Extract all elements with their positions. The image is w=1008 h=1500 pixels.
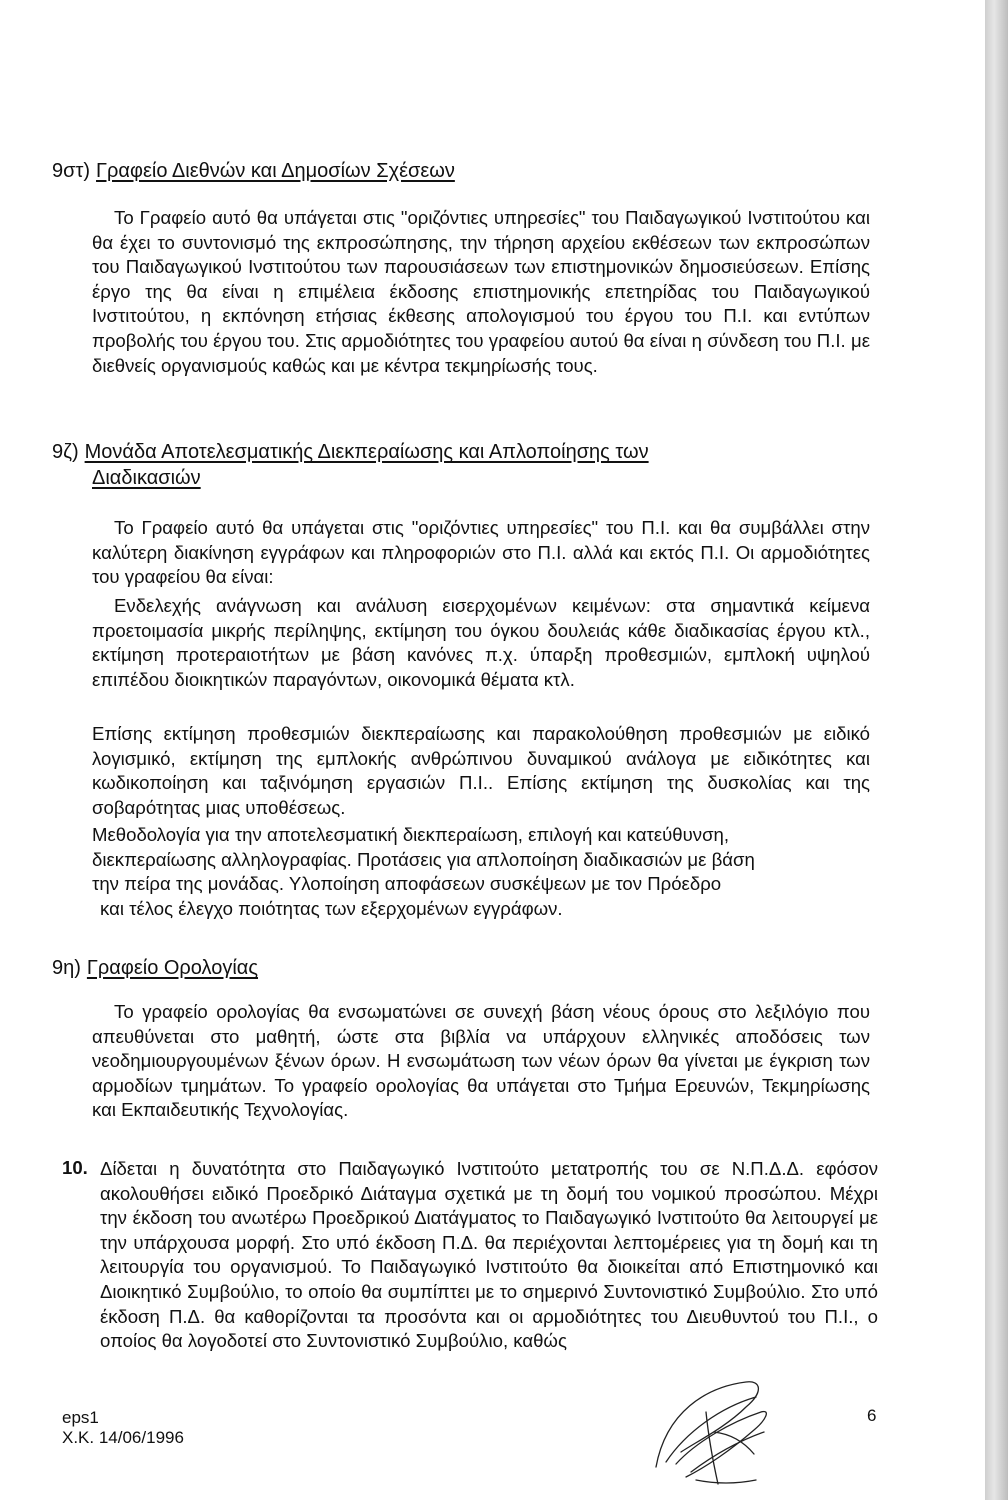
section-paragraph: Το Γραφείο αυτό θα υπάγεται στις "οριζόντιες υπηρεσίες" του Παιδαγωγικού Ινστιτούτου και θα έχει το συντονισμό της εκπροσώπησης, την τήρηση αρχείου εκθέσεων των εκπροσώπων του Παιδαγωγικού Ινστιτούτου των παρουσιάσεων των επιστημονικών δημοσιεύσεων. Επίσης έργο της θα είναι η επιμέλεια έκδοσης επιστημονικής επετηρίδας του Παιδαγωγικού Ινστιτούτου, η εκπόνηση ετήσιας έκθεσης απολογισμού του έργου του Π.Ι. και εντύπων προβολής του έργου του. Στις αρμοδιότητες του γραφείου αυτού θα είναι η σύνδεση του Π.Ι. με διεθνείς οργανισμούς καθώς και με κέντρα τεκμηρίωσής τους. (92, 207, 870, 376)
duty-paragraph (92, 823, 882, 921)
section-heading-9i (52, 956, 258, 980)
duty-paragraph: Ενδελεχής ανάγνωση και ανάλυση εισερχομένων κειμένων: στα σημαντικά κείμενα προετοιμασία μικρής περίληψης, εκτίμηση του όγκου δουλειάς κάθε διαδικασίας έργου κτλ., εκτίμηση προτεραιοτήτων με βάση κανόνες π.χ. ύπαρξη προθεσμιών, εμπλοκή υψηλού επιπέδου διοικητικών παραγόντων, οικονομικά θέματα κτλ. (92, 595, 870, 690)
section-intro: Το Γραφείο αυτό θα υπάγεται στις "οριζόντιες υπηρεσίες" του Π.Ι. και θα συμβάλλει στην καλύτερη διακίνηση εγγράφων και πληροφοριών στο Π.Ι. αλλά και εκτός Π.Ι. Οι αρμοδιότητες του γραφείου θα είναι: (92, 517, 870, 588)
section-title: Γραφείο Διεθνών και Δημοσίων Σχέσεων (96, 160, 455, 182)
section-heading-9st (52, 159, 455, 183)
duty-line: διεκπεραίωσης αλληλογραφίας. Προτάσεις για απλοποίηση διαδικασιών με βάση (92, 848, 755, 870)
duty-line: την πείρα της μονάδας. Υλοποίηση αποφάσεων συσκέψεων με τον Πρόεδρο (92, 873, 722, 895)
duty-paragraph: Επίσης εκτίμηση προθεσμιών διεκπεραίωσης και παρακολούθηση προθεσμιών με ειδικό λογισμικό, εκτίμηση της εμπλοκής ανθρώπινου δυναμικού ανάλογα με ειδικότητες και κωδικοποίηση και ταξινόμηση εργασιών Π.Ι.. Επίσης εκτίμηση της δυσκολίας και της σοβαρότητας μιας υποθέσεως. (92, 723, 870, 818)
section-number: 9στ) (52, 160, 91, 182)
duty-line: Μεθοδολογία για την αποτελεσματική διεκπεραίωση, επιλογή και κατεύθυνση, (92, 824, 730, 845)
section-paragraph: Το γραφείο ορολογίας θα ενσωματώνει σε συνεχή βάση νέους όρους στο λεξιλόγιο που απευθύνεται στο μαθητή, ώστε στα βιβλία να υπάρχουν ελληνικές αποδόσεις των νεοδημιουργουμένων ξένων όρων. Η ενσωμάτωση των νέων όρων θα γίνεται με έγκριση των αρμοδίων τμημάτων. Το γραφείο ορολογίας θα υπάγεται στο Τμήμα Ερευνών, Τεκμηρίωσης και Εκπαιδευτικής Τεχνολογίας. (92, 1001, 870, 1121)
section-title: Γραφείο Ορολογίας (86, 957, 259, 979)
section-number: 9η) (52, 957, 81, 979)
item-number: 10. (62, 1157, 88, 1178)
document-code: eps1 (62, 1408, 99, 1427)
paper-edge (985, 0, 1008, 1500)
section-title: Μονάδα Αποτελεσματικής Διεκπεραίωσης και Απλοποίησης των (84, 441, 649, 463)
footer-info (62, 1408, 184, 1448)
section-title-continued: Διαδικασιών (92, 467, 201, 489)
item-paragraph: Δίδεται η δυνατότητα στο Παιδαγωγικό Ινστιτούτο μετατροπής του σε Ν.Π.Δ.Δ. εφόσον ακολουθήσει ειδικό Προεδρικό Διάταγμα σχετικά με τη δομή του νομικού προσώπου. Μέχρι την έκδοση του ανωτέρω Προεδρικού Διατάγματος το Παιδαγωγικό Ινστιτούτο θα λειτουργεί με την υπάρχουσα μορφή. Στο υπό έκδοση Π.Δ. θα περιέχονται λεπτομέρειες για τη δομή και τη λειτουργία του οργανισμού. Το Παιδαγωγικό Ινστιτούτο θα διοικείται από Επιστημονικό και Διοικητικό Συμβούλιο, το οποίο θα συμπίπτει με το σημερινό Συντονιστικό Συμβούλιο. Στο υπό έκδοση Π.Δ. θα καθορίζονται τα προσόντα και οι αρμοδιότητες του Διευθυντού του Π.Ι., ο οποίος θα λογοδοτεί στο Συντονιστικό Συμβούλιο, καθώς (100, 1158, 878, 1352)
section-heading-9z-line2 (92, 466, 201, 490)
duty-line: και τέλος έλεγχο ποιότητας των εξερχομένων εγγράφων. (100, 897, 563, 919)
document-date: Χ.Κ. 14/06/1996 (62, 1428, 184, 1447)
page-number: 6 (867, 1406, 877, 1425)
section-heading-9z (52, 440, 649, 464)
handwritten-signature (636, 1372, 786, 1492)
section-number: 9ζ) (52, 441, 79, 463)
